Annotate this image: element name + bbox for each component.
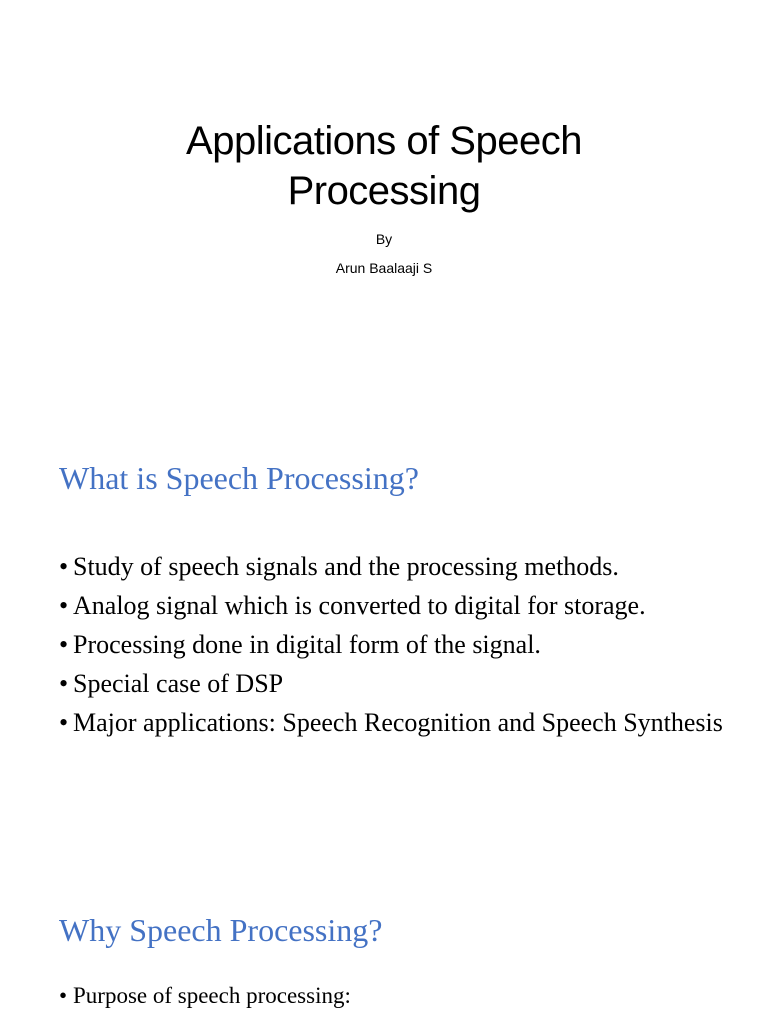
bullet-item [59, 982, 739, 1010]
bullet-list [59, 982, 739, 1018]
title-slide [0, 0, 768, 410]
bullet-list [59, 551, 739, 746]
bullet-item [59, 668, 739, 699]
bullet-text: Processing done in digital form of the signal. [73, 630, 541, 659]
bullet-icon: • [59, 669, 69, 698]
bullet-icon: • [59, 983, 68, 1008]
bullet-icon: • [59, 708, 69, 737]
by-label: By [375, 231, 393, 247]
bullet-text: Study of speech signals and the processing methods. [73, 552, 619, 581]
bullet-item [59, 551, 739, 582]
bullet-item [59, 629, 739, 660]
bullet-item [59, 707, 739, 738]
bullet-text: Major applications: Speech Recognition and Speech Synthesis [73, 708, 723, 737]
bullet-item [59, 590, 739, 621]
bullet-icon: • [59, 630, 69, 659]
why-speech-processing-slide [0, 860, 768, 1024]
title-line-2: Processing [287, 169, 481, 213]
bullet-text: Analog signal which is converted to digital for storage. [73, 591, 646, 620]
bullet-text: Purpose of speech processing: [73, 983, 351, 1008]
bullet-icon: • [59, 591, 69, 620]
presentation-title [0, 116, 768, 216]
author-name: Arun Baalaaji S [335, 260, 433, 276]
bullet-text: Special case of DSP [73, 669, 284, 698]
what-is-speech-processing-slide [0, 410, 768, 860]
slide-heading: Why Speech Processing? [59, 912, 383, 948]
title-line-1: Applications of Speech [186, 119, 582, 163]
bullet-icon: • [59, 552, 69, 581]
slide-heading: What is Speech Processing? [59, 460, 419, 496]
